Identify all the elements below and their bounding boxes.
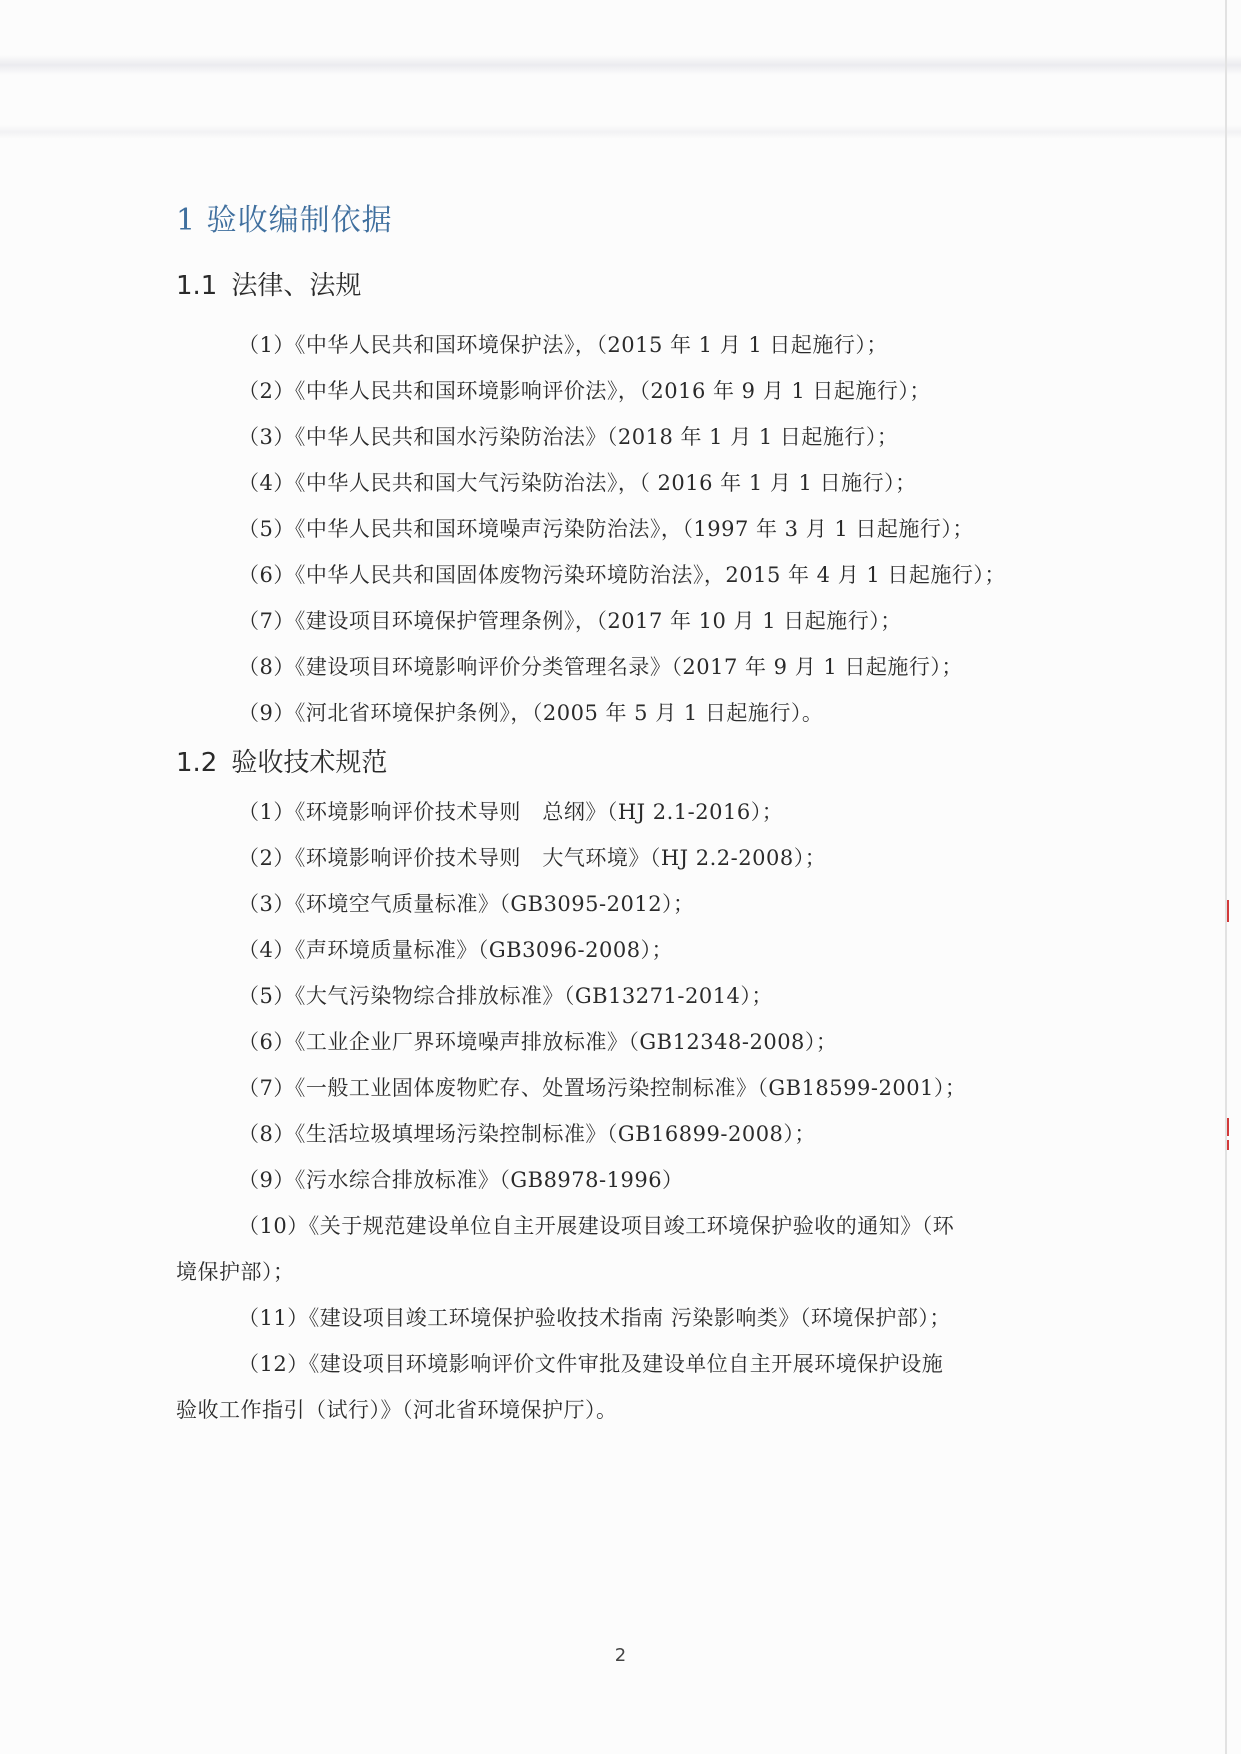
page-edge-line	[1225, 0, 1227, 1754]
section-heading-1-2	[176, 745, 387, 781]
chapter-heading: 1 验收编制依据	[176, 203, 393, 238]
law-item: （8）《建设项目环境影响评价分类管理名录》（2017 年 9 月 1 日起施行）；	[238, 655, 963, 679]
section-title: 法律、法规	[231, 271, 362, 301]
standard-item: （10）《关于规范建设单位自主开展建设项目竣工环境保护验收的通知》（环	[238, 1214, 955, 1238]
section-number: 1.2	[176, 748, 218, 778]
law-item: （1）《中华人民共和国环境保护法》，（2015 年 1 月 1 日起施行）；	[238, 333, 888, 357]
standard-item: （9）《污水综合排放标准》（GB8978-1996）	[238, 1168, 684, 1192]
red-edge-mark	[1227, 1118, 1229, 1136]
red-edge-mark	[1227, 1140, 1229, 1150]
red-edge-mark	[1227, 900, 1229, 922]
standard-item: （1）《环境影响评价技术导则 总纲》（HJ 2.1-2016）；	[238, 800, 784, 824]
standard-item: （4）《声环境质量标准》（GB3096-2008）；	[238, 938, 674, 962]
law-item: （6）《中华人民共和国固体废物污染环境防治法》，2015 年 4 月 1 日起施行）；	[238, 563, 1006, 587]
section-title: 验收技术规范	[231, 748, 388, 778]
standard-item: （8）《生活垃圾填埋场污染控制标准》（GB16899-2008）；	[238, 1122, 816, 1146]
standard-item: （7）《一般工业固体废物贮存、处置场污染控制标准》（GB18599-2001）；	[238, 1076, 967, 1100]
standard-item: （5）《大气污染物综合排放标准》（GB13271-2014）；	[238, 984, 773, 1008]
law-item: （5）《中华人民共和国环境噪声污染防治法》，（1997 年 3 月 1 日起施行）；	[238, 517, 974, 541]
law-item: （9）《河北省环境保护条例》，（2005 年 5 月 1 日起施行）。	[238, 701, 824, 725]
standard-item-continuation: 验收工作指引（试行）》（河北省环境保护厅）。	[176, 1398, 618, 1422]
section-heading-1-1	[176, 268, 361, 304]
law-item: （4）《中华人民共和国大气污染防治法》，（ 2016 年 1 月 1 日施行）；	[238, 471, 917, 495]
section-number: 1.1	[176, 271, 218, 301]
standard-item: （12）《建设项目环境影响评价文件审批及建设单位自主开展环境保护设施	[238, 1352, 944, 1376]
scan-artifact-band	[0, 55, 1241, 75]
standard-item-continuation: 境保护部）；	[176, 1260, 295, 1284]
law-item: （3）《中华人民共和国水污染防治法》（2018 年 1 月 1 日起施行）；	[238, 425, 899, 449]
standard-item: （2）《环境影响评价技术导则 大气环境》（HJ 2.2-2008）；	[238, 846, 827, 870]
scan-artifact-band	[0, 125, 1241, 139]
standard-item: （11）《建设项目竣工环境保护验收技术指南 污染影响类》（环境保护部）；	[238, 1306, 951, 1330]
page-number: 2	[614, 1645, 627, 1666]
law-item: （7）《建设项目环境保护管理条例》，（2017 年 10 月 1 日起施行）；	[238, 609, 902, 633]
standard-item: （3）《环境空气质量标准》（GB3095-2012）；	[238, 892, 695, 916]
standard-item: （6）《工业企业厂界环境噪声排放标准》（GB12348-2008）；	[238, 1030, 838, 1054]
law-item: （2）《中华人民共和国环境影响评价法》，（2016 年 9 月 1 日起施行）；	[238, 379, 931, 403]
